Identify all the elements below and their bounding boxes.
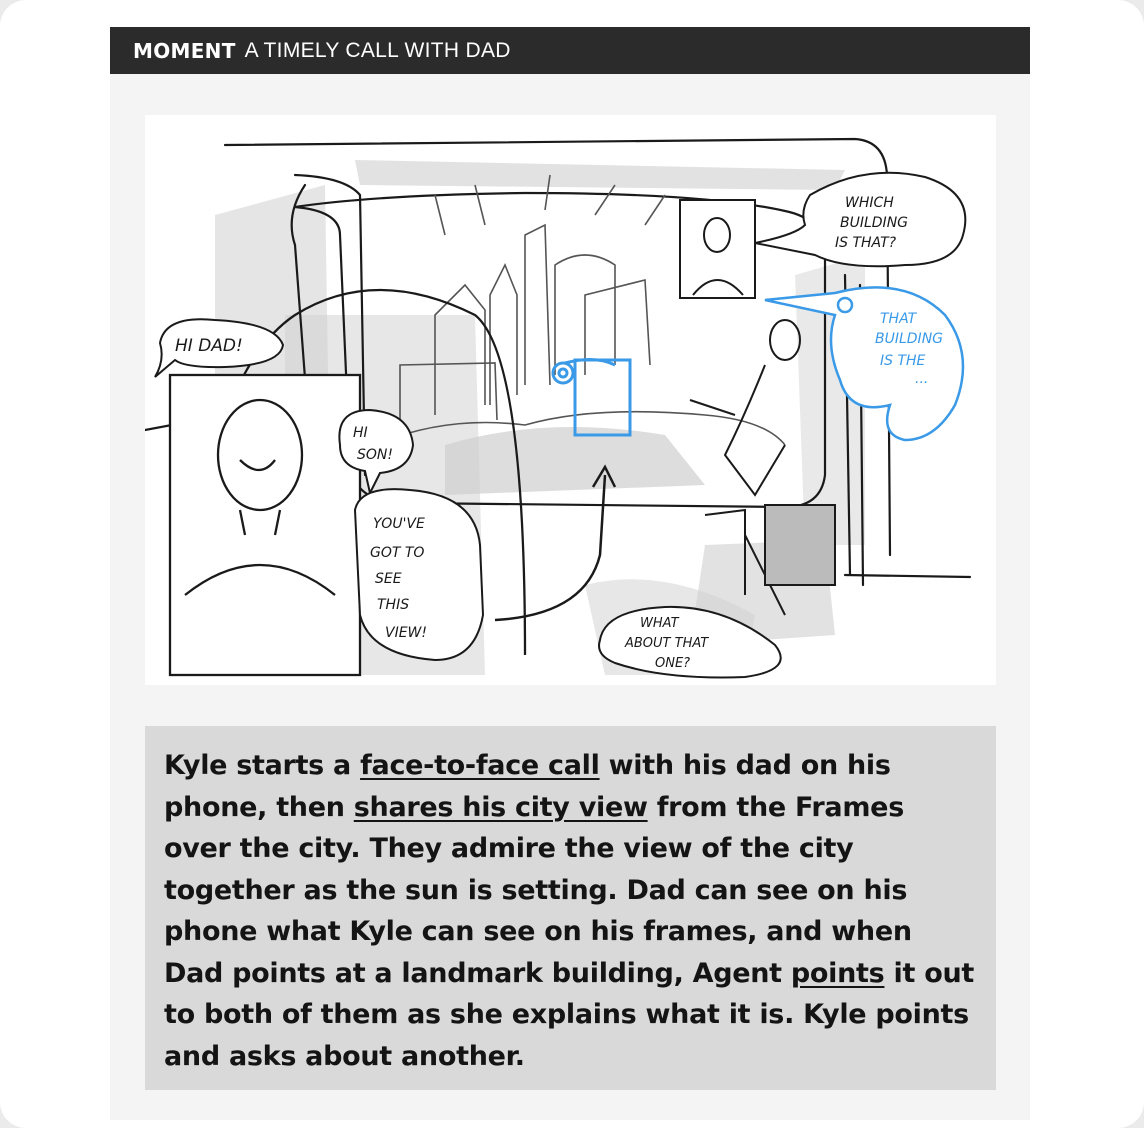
- hi-son-line-2: SON!: [357, 447, 393, 463]
- header-keyword: MOMENT: [133, 38, 236, 63]
- see-line-3: SEE: [375, 571, 402, 587]
- moment-panel: [110, 27, 1030, 1120]
- see-line-5: VIEW!: [385, 625, 428, 641]
- hi-son-line-1: HI: [353, 425, 368, 441]
- see-line-2: GOT TO: [370, 545, 425, 561]
- caption-part-1: Kyle starts a: [164, 750, 361, 781]
- bubble-got-to-see: [355, 489, 483, 660]
- dad-screen-window: [680, 200, 755, 298]
- storyboard-sketch: [145, 115, 996, 685]
- caption-part-4: it out to both of them as she explains what it is. Kyle points and asks about another.: [164, 957, 974, 1072]
- which-line-1: WHICH: [845, 195, 894, 211]
- see-line-4: THIS: [377, 597, 410, 613]
- what-line-1: WHAT: [640, 616, 679, 631]
- that-line-2: BUILDING: [875, 331, 944, 347]
- that-line-1: THAT: [880, 311, 917, 327]
- caption-underline-face-to-face: face-to-face call: [360, 750, 600, 781]
- which-line-3: IS THAT?: [835, 235, 897, 251]
- which-line-2: BUILDING: [840, 215, 909, 231]
- what-line-2: ABOUT THAT: [625, 636, 709, 651]
- that-line-3: IS THE: [880, 353, 926, 369]
- that-line-4: ...: [915, 371, 929, 387]
- see-line-1: YOU'VE: [373, 516, 425, 532]
- header-title: A TIMELY CALL WITH DAD: [244, 38, 511, 62]
- what-line-3: ONE?: [655, 656, 691, 671]
- hi-dad-text: HI DAD!: [175, 336, 243, 356]
- caption-part-3: from the Frames over the city. They admire the view of the city together as the sun is setting. Dad can see on his phone what Kyle can see on his frames, and when Dad points at a landmark building, Agent: [164, 791, 912, 989]
- caption-underline-shares-view: shares his city view: [353, 791, 648, 823]
- moment-header: [110, 27, 1030, 74]
- agent-highlight: [553, 359, 630, 435]
- caption-underline-points: points: [790, 957, 885, 989]
- caption-text: [164, 745, 976, 1077]
- caption-part-2: with his dad on his phone, then: [164, 750, 891, 823]
- moment-caption: [145, 726, 996, 1090]
